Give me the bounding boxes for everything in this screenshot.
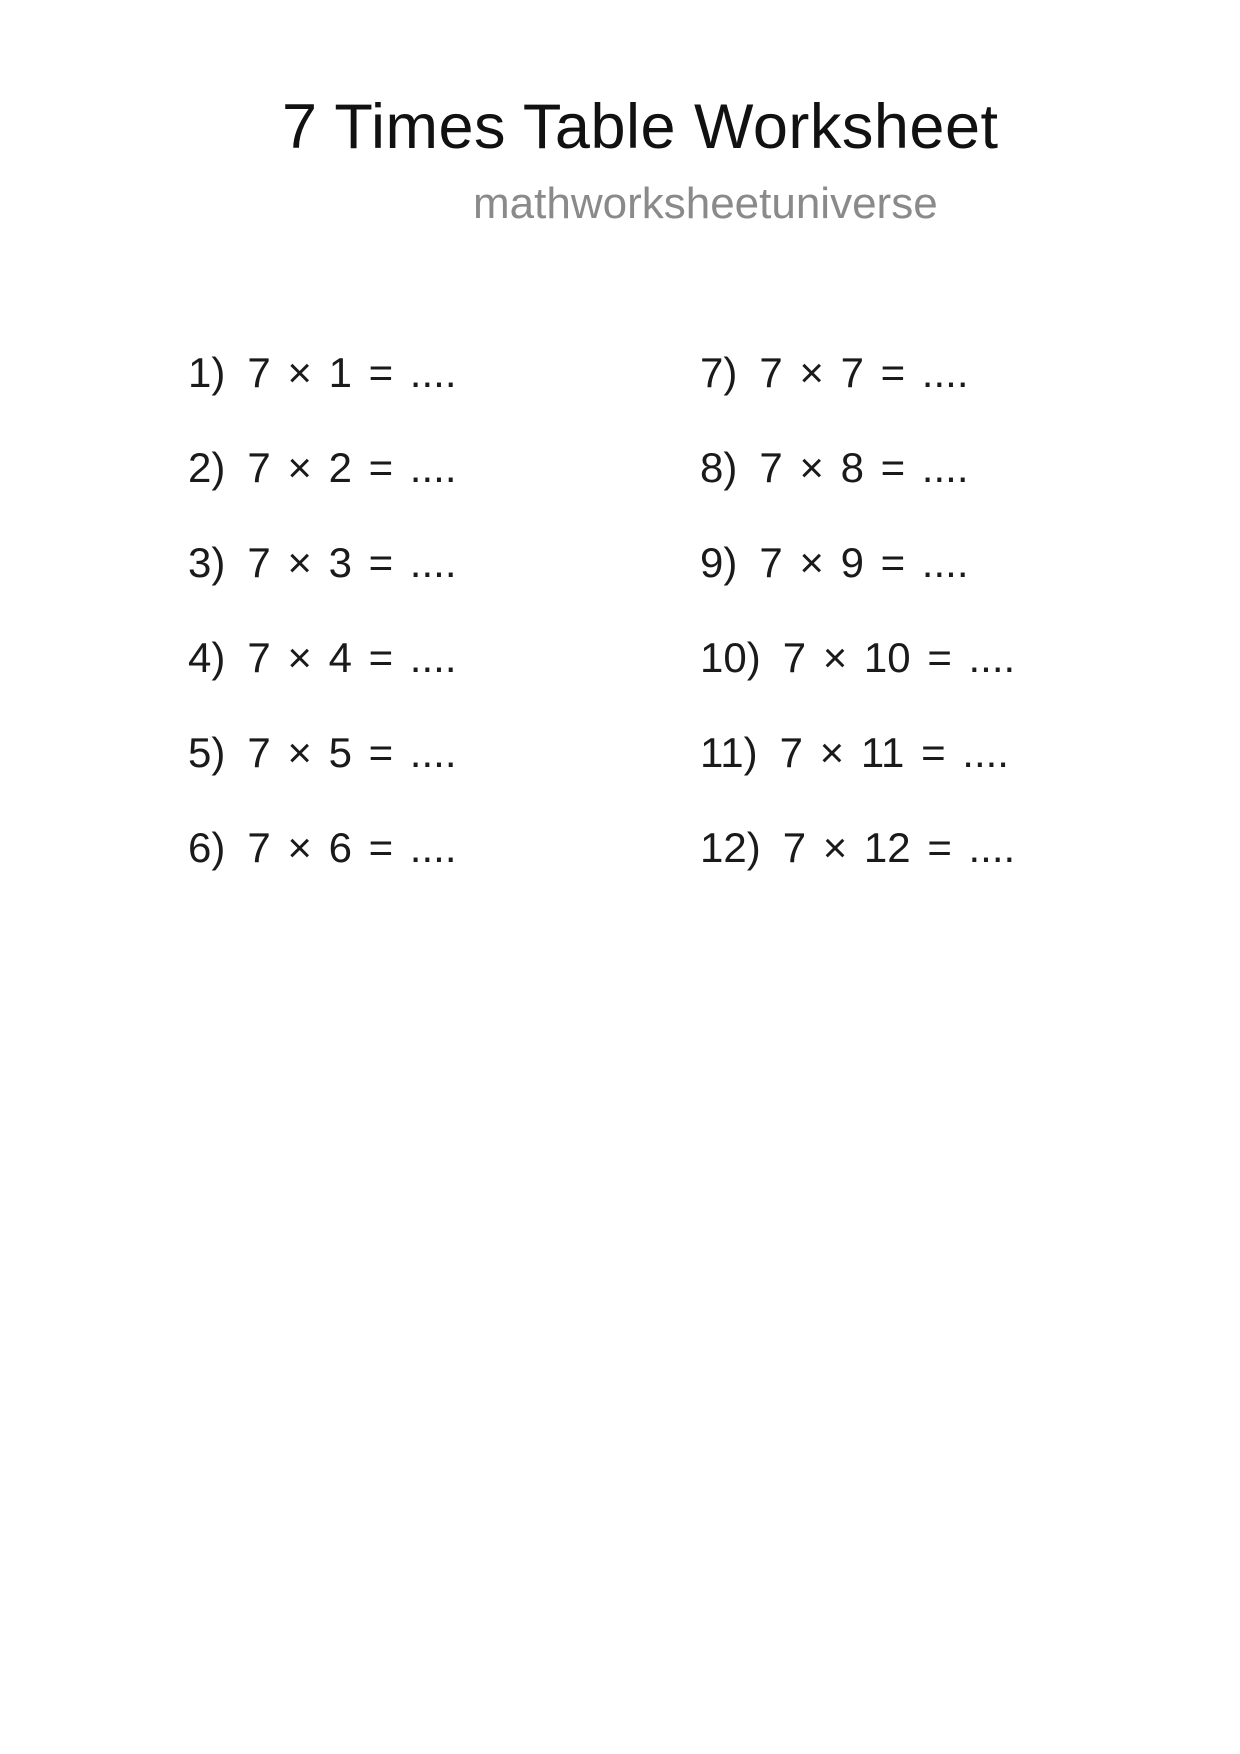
problem-number: 6) xyxy=(188,824,226,871)
problem-row xyxy=(700,444,1015,491)
problem-expression: 7 × 4 = .... xyxy=(247,634,457,681)
problem-expression: 7 × 9 = .... xyxy=(759,539,969,586)
problem-row xyxy=(188,444,457,491)
problem-expression: 7 × 8 = .... xyxy=(759,444,969,491)
problem-expression: 7 × 5 = .... xyxy=(247,729,457,776)
problem-expression: 7 × 1 = .... xyxy=(247,349,457,396)
problem-row xyxy=(700,634,1016,681)
problem-row xyxy=(188,729,457,776)
page-title: 7 Times Table Worksheet xyxy=(282,92,999,162)
problem-expression: 7 × 7 = .... xyxy=(759,349,969,396)
problem-number: 2) xyxy=(188,444,226,491)
problem-number: 9) xyxy=(700,539,738,586)
problem-row xyxy=(700,349,1015,396)
problem-row xyxy=(700,824,1016,871)
problem-number: 4) xyxy=(188,634,226,681)
problem-number: 3) xyxy=(188,539,226,586)
problem-number: 12) xyxy=(700,824,761,871)
problem-row xyxy=(700,729,1015,776)
problems-column-left xyxy=(188,349,457,922)
site-name: mathworksheetuniverse xyxy=(473,179,938,228)
problem-number: 10) xyxy=(700,634,761,681)
problems-column-right xyxy=(700,349,1016,922)
problem-expression: 7 × 12 = .... xyxy=(782,824,1016,871)
problem-expression: 7 × 11 = .... xyxy=(779,729,1009,776)
problem-number: 5) xyxy=(188,729,226,776)
problem-expression: 7 × 3 = .... xyxy=(247,539,457,586)
problem-expression: 7 × 6 = .... xyxy=(247,824,457,871)
problem-expression: 7 × 10 = .... xyxy=(782,634,1016,681)
problem-row xyxy=(188,634,457,681)
problem-number: 1) xyxy=(188,349,226,396)
problem-expression: 7 × 2 = .... xyxy=(247,444,457,491)
problem-number: 8) xyxy=(700,444,738,491)
problem-row xyxy=(188,349,457,396)
problem-row xyxy=(188,824,457,871)
problem-row xyxy=(188,539,457,586)
problem-row xyxy=(700,539,1015,586)
problem-number: 11) xyxy=(700,729,758,776)
problem-number: 7) xyxy=(700,349,738,396)
